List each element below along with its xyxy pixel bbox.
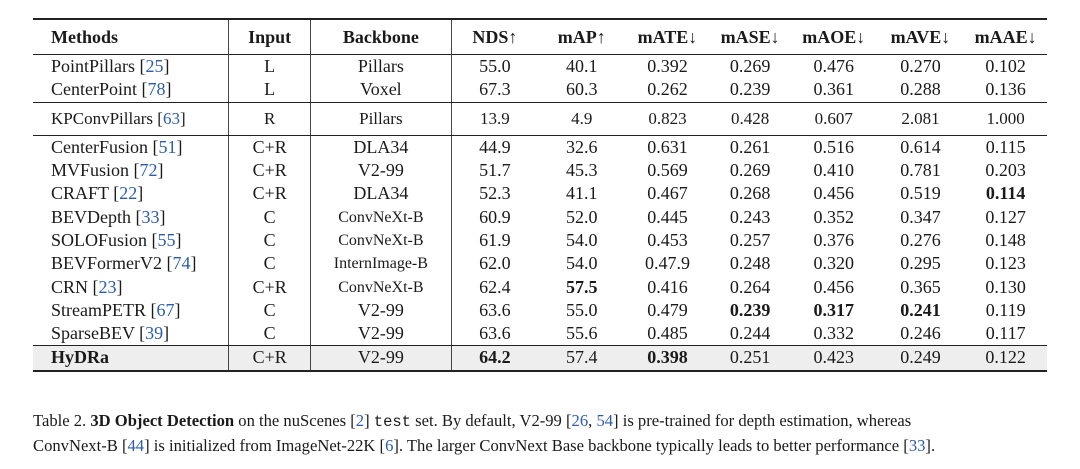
input-cell: C xyxy=(229,229,311,252)
metric-cell: 0.122 xyxy=(964,346,1047,371)
metric-cell: 0.130 xyxy=(985,276,1026,297)
caption-text: , xyxy=(588,411,597,430)
metric-cell: 0.115 xyxy=(985,136,1026,157)
metric-cell: 0.376 xyxy=(813,229,854,250)
metric-cell: 60.9 xyxy=(479,206,511,227)
input-cell: C xyxy=(229,252,311,275)
method-cell: CenterFusion [51] xyxy=(33,135,229,159)
method-cell: StreamPETR [67] xyxy=(33,299,229,322)
caption-line-1 xyxy=(33,409,1053,434)
table-row xyxy=(33,182,1047,205)
metric-cell: 0.569 xyxy=(647,160,688,181)
caption-text: set. By default, V2-99 [ xyxy=(411,411,572,430)
metric-cell: 4.9 xyxy=(538,102,626,135)
citation-link: 33 xyxy=(908,436,926,455)
input-cell: L xyxy=(229,55,311,79)
metric-cell: 0.123 xyxy=(985,253,1026,274)
metric-cell: 0.320 xyxy=(813,253,854,274)
metric-cell: 55.0 xyxy=(566,299,598,320)
metric-cell: 0.295 xyxy=(900,253,941,274)
metric-cell: 0.398 xyxy=(626,346,710,371)
metric-cell: 0.456 xyxy=(813,276,854,297)
metric-cell: 0.47.9 xyxy=(644,253,690,274)
metric-cell: 61.9 xyxy=(479,229,511,250)
table-row xyxy=(33,299,1047,322)
method-cell: BEVFormerV2 [74] xyxy=(33,252,229,275)
input-cell: R xyxy=(229,102,311,135)
backbone-cell: V2-99 xyxy=(310,159,451,182)
citation-link: 54 xyxy=(596,411,614,430)
method-name: KPConvPillars xyxy=(51,109,158,129)
metric-cell: 0.270 xyxy=(900,56,941,77)
metric-cell: 57.4 xyxy=(538,346,626,371)
citation-link: 39 xyxy=(145,323,164,344)
method-cell: MVFusion [72] xyxy=(33,159,229,182)
metric-cell: 44.9 xyxy=(479,136,511,157)
backbone-cell: V2-99 xyxy=(310,322,451,346)
method-name: CenterPoint xyxy=(51,79,142,100)
method-cell: BEVDepth [33] xyxy=(33,205,229,228)
metric-cell: 0.268 xyxy=(729,183,771,204)
metric-cell: 0.823 xyxy=(626,102,710,135)
metric-cell: 41.1 xyxy=(566,183,598,204)
metric-cell: 0.485 xyxy=(626,322,710,346)
metric-cell: 0.347 xyxy=(900,206,941,227)
metric-cell: 0.127 xyxy=(985,206,1026,227)
results-table xyxy=(33,18,1047,372)
backbone-cell: ConvNeXt-B xyxy=(310,205,451,228)
method-name: SOLOFusion xyxy=(51,229,152,250)
metric-cell: 0.203 xyxy=(985,160,1026,181)
citation-link: 23 xyxy=(98,276,117,297)
header-row xyxy=(33,19,1047,55)
input-cell: C+R xyxy=(229,159,311,182)
metric-cell: 0.352 xyxy=(813,206,854,227)
caption-text: ]. The larger ConvNext Base backbone typically leads to better performance [ xyxy=(393,436,909,455)
citation-link: 6 xyxy=(385,436,394,455)
header-methods: Methods xyxy=(33,19,229,55)
citation-link: 72 xyxy=(139,160,158,181)
backbone-cell: Voxel xyxy=(310,78,451,102)
metric-cell: 0.262 xyxy=(626,78,710,102)
metric-cell: 51.7 xyxy=(479,160,511,181)
caption-text: on the nuScenes [ xyxy=(234,411,356,430)
metric-cell: 52.0 xyxy=(566,206,598,227)
header-map: mAP↑ xyxy=(557,26,606,47)
header-maae: mAAE↓ xyxy=(974,26,1037,47)
header-nds: NDS↑ xyxy=(472,26,518,47)
header-mase: mASE↓ xyxy=(720,26,780,47)
metric-cell: 0.102 xyxy=(985,56,1026,77)
backbone-cell: InternImage-B xyxy=(310,252,451,275)
table-caption xyxy=(33,409,1053,458)
header-maoe: mAOE↓ xyxy=(802,26,866,47)
metric-cell: 52.3 xyxy=(479,183,511,204)
metric-cell: 1.000 xyxy=(964,102,1047,135)
metric-cell: 0.519 xyxy=(900,183,941,204)
backbone-cell: Pillars xyxy=(310,55,451,79)
table-body xyxy=(33,55,1047,371)
metric-cell: 0.239 xyxy=(729,299,771,320)
citation-link: 22 xyxy=(119,183,138,204)
backbone-cell: DLA34 xyxy=(310,135,451,159)
caption-text: ] xyxy=(364,411,374,430)
caption-line-2 xyxy=(33,434,1053,458)
method-name: CRN xyxy=(51,276,93,297)
metric-cell: 57.5 xyxy=(566,276,598,297)
metric-cell: 54.0 xyxy=(566,253,598,274)
method-cell: CRAFT [22] xyxy=(33,182,229,205)
metric-cell: 0.261 xyxy=(729,136,771,157)
citation-link: 33 xyxy=(141,206,160,227)
method-name: BEVDepth xyxy=(51,206,136,227)
metric-cell: 0.244 xyxy=(709,322,791,346)
metric-cell: 0.148 xyxy=(985,229,1026,250)
method-name: CenterFusion xyxy=(51,136,153,157)
metric-cell: 32.6 xyxy=(566,136,598,157)
metric-cell: 0.428 xyxy=(709,102,791,135)
metric-cell: 0.276 xyxy=(900,229,941,250)
metric-cell: 0.251 xyxy=(709,346,791,371)
method-cell: HyDRa xyxy=(33,346,229,371)
backbone-cell: DLA34 xyxy=(310,182,451,205)
metric-cell: 0.781 xyxy=(900,160,941,181)
table-row xyxy=(33,78,1047,102)
input-cell: C+R xyxy=(229,275,311,298)
table-row xyxy=(33,135,1047,159)
metric-cell: 54.0 xyxy=(566,229,598,250)
metric-cell: 0.114 xyxy=(985,183,1026,204)
input-cell: C+R xyxy=(229,135,311,159)
metric-cell: 55.0 xyxy=(479,56,511,77)
backbone-cell: V2-99 xyxy=(310,346,451,371)
metric-cell: 0.456 xyxy=(813,183,854,204)
metric-cell: 0.269 xyxy=(729,160,771,181)
metric-cell: 62.0 xyxy=(479,253,511,274)
citation-link: 25 xyxy=(145,56,164,77)
citation-link: 44 xyxy=(127,436,145,455)
table-row xyxy=(33,229,1047,252)
citation-link: 2 xyxy=(355,411,365,430)
backbone-cell: V2-99 xyxy=(310,299,451,322)
citation-link: 55 xyxy=(157,229,176,250)
table-row xyxy=(33,275,1047,298)
header-mate: mATE↓ xyxy=(637,26,698,47)
metric-cell: 0.467 xyxy=(647,183,688,204)
metric-cell: 64.2 xyxy=(451,346,538,371)
backbone-cell: ConvNeXt-B xyxy=(310,229,451,252)
citation-link: 26 xyxy=(571,411,589,430)
method-cell: KPConvPillars [63] xyxy=(33,102,229,135)
metric-cell: 0.423 xyxy=(791,346,877,371)
metric-cell: 62.4 xyxy=(479,276,511,297)
metric-cell: 0.246 xyxy=(877,322,965,346)
metric-cell: 0.269 xyxy=(729,56,771,77)
metric-cell: 0.119 xyxy=(985,299,1026,320)
method-name: StreamPETR xyxy=(51,299,151,320)
backbone-cell: Pillars xyxy=(310,102,451,135)
metric-cell: 2.081 xyxy=(877,102,965,135)
header-mave: mAVE↓ xyxy=(890,26,951,47)
table-row-hydra xyxy=(33,346,1047,371)
metric-cell: 0.264 xyxy=(729,276,771,297)
header-input: Input xyxy=(229,19,311,55)
metric-cell: 0.243 xyxy=(729,206,771,227)
caption-text: ]. xyxy=(925,436,936,455)
metric-cell: 0.241 xyxy=(900,299,941,320)
table-header xyxy=(33,19,1047,55)
citation-link: 74 xyxy=(172,253,191,274)
backbone-cell: ConvNeXt-B xyxy=(310,275,451,298)
method-cell: SparseBEV [39] xyxy=(33,322,229,346)
metric-cell: 0.410 xyxy=(813,160,854,181)
metric-cell: 0.239 xyxy=(709,78,791,102)
metric-cell: 0.479 xyxy=(647,299,688,320)
table-row xyxy=(33,102,1047,135)
metric-cell: 0.365 xyxy=(900,276,941,297)
table-row xyxy=(33,205,1047,228)
table-row xyxy=(33,55,1047,79)
metric-cell: 0.631 xyxy=(647,136,688,157)
input-cell: C+R xyxy=(229,346,311,371)
metric-cell: 0.392 xyxy=(647,56,688,77)
method-cell: CenterPoint [78] xyxy=(33,78,229,102)
method-name: PointPillars xyxy=(51,56,140,77)
header-backbone: Backbone xyxy=(310,19,451,55)
metric-cell: 0.257 xyxy=(729,229,771,250)
metric-cell: 13.9 xyxy=(451,102,538,135)
input-cell: C+R xyxy=(229,182,311,205)
metric-cell: 0.136 xyxy=(964,78,1047,102)
metric-cell: 0.607 xyxy=(791,102,877,135)
metric-cell: 0.288 xyxy=(877,78,965,102)
input-cell: C xyxy=(229,299,311,322)
metric-cell: 0.445 xyxy=(647,206,688,227)
metric-cell: 0.332 xyxy=(791,322,877,346)
input-cell: C xyxy=(229,205,311,228)
method-name: BEVFormerV2 xyxy=(51,253,167,274)
method-cell: PointPillars [25] xyxy=(33,55,229,79)
metric-cell: 0.614 xyxy=(900,136,941,157)
table-row xyxy=(33,322,1047,346)
metric-cell: 60.3 xyxy=(538,78,626,102)
input-cell: C xyxy=(229,322,311,346)
citation-link: 51 xyxy=(158,136,177,157)
method-name: MVFusion xyxy=(51,160,134,181)
metric-cell: 0.117 xyxy=(964,322,1047,346)
metric-cell: 67.3 xyxy=(451,78,538,102)
metric-cell: 63.6 xyxy=(479,299,511,320)
method-name: CRAFT xyxy=(51,183,114,204)
caption-emphasis: 3D Object Detection xyxy=(90,411,235,430)
metric-cell: 0.249 xyxy=(877,346,965,371)
method-cell: SOLOFusion [55] xyxy=(33,229,229,252)
method-cell: CRN [23] xyxy=(33,275,229,298)
metric-cell: 40.1 xyxy=(566,56,598,77)
caption-text: ] is initialized from ImageNet-22K [ xyxy=(144,436,386,455)
metric-cell: 0.248 xyxy=(729,253,771,274)
caption-text: ConvNext-B [ xyxy=(33,436,128,455)
table-row xyxy=(33,159,1047,182)
caption-text: ] is pre-trained for depth estimation, whereas xyxy=(613,411,912,430)
metric-cell: 55.6 xyxy=(538,322,626,346)
metric-cell: 0.476 xyxy=(813,56,854,77)
table-row xyxy=(33,252,1047,275)
method-name: SparseBEV xyxy=(51,323,140,344)
metric-cell: 0.361 xyxy=(791,78,877,102)
caption-text: Table 2. xyxy=(33,411,91,430)
metric-cell: 0.453 xyxy=(647,229,688,250)
citation-link: 78 xyxy=(147,79,166,100)
citation-link: 63 xyxy=(162,109,180,129)
input-cell: L xyxy=(229,78,311,102)
metric-cell: 45.3 xyxy=(566,160,598,181)
caption-code: test xyxy=(373,413,411,431)
results-table-container xyxy=(33,18,1047,372)
citation-link: 67 xyxy=(156,299,175,320)
metric-cell: 63.6 xyxy=(451,322,538,346)
metric-cell: 0.516 xyxy=(813,136,854,157)
metric-cell: 0.317 xyxy=(813,299,854,320)
metric-cell: 0.416 xyxy=(647,276,688,297)
